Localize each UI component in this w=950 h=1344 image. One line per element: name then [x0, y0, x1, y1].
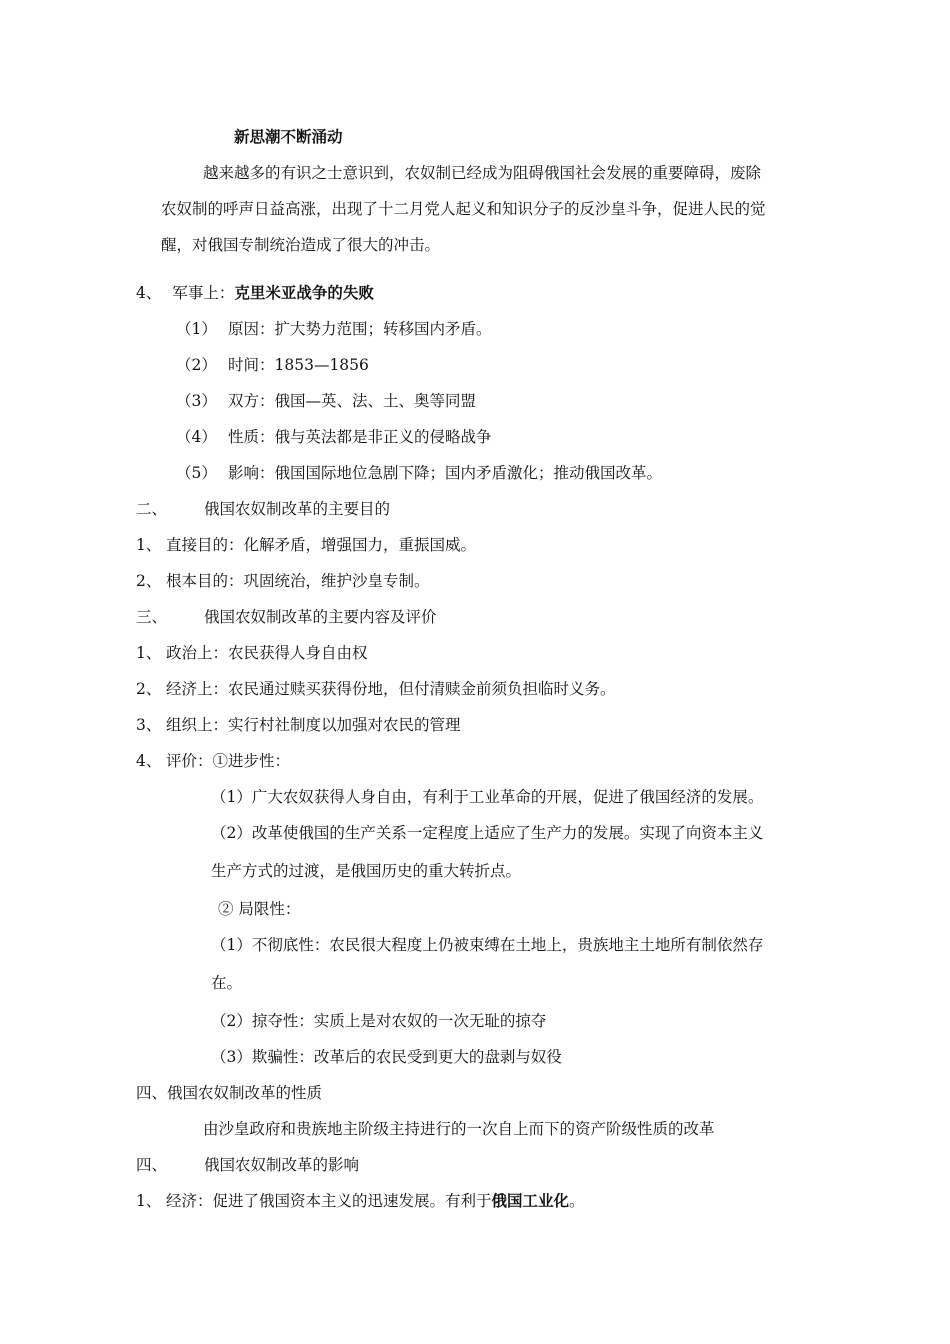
- list-item: [176, 319, 492, 339]
- item-text: 政治上：农民获得人身自由权: [166, 644, 368, 662]
- item-number: （4）: [176, 428, 217, 446]
- list-item: [136, 571, 430, 591]
- heading-new-thought: 新思潮不断涌动: [234, 127, 343, 146]
- paragraph-line: （3）欺骗性：改革后的农民受到更大的盘剥与奴役: [211, 1048, 562, 1066]
- paragraph-line: 由沙皇政府和贵族地主阶级主持进行的一次自上而下的资产阶级性质的改革: [203, 1120, 715, 1138]
- item-number: （2）: [176, 356, 217, 374]
- list-item: [176, 427, 492, 447]
- paragraph-line: （1）广大农奴获得人身自由，有利于工业革命的开展，促进了俄国经济的发展。: [211, 788, 764, 806]
- list-item: [136, 679, 616, 699]
- item-text: 时间：1853—1856: [228, 356, 369, 374]
- military-heading: [136, 283, 374, 303]
- item-bold-text: 俄国工业化: [491, 1191, 570, 1210]
- paragraph-line: 生产方式的过渡，是俄国历史的重大转折点。: [211, 862, 522, 880]
- section-number: 二、: [136, 500, 168, 518]
- section-title: 俄国农奴制改革的主要目的: [204, 500, 391, 518]
- item-number: 1、: [136, 1192, 162, 1210]
- item-number: （1）: [176, 320, 217, 338]
- paragraph-line: （2）改革使俄国的生产关系一定程度上适应了生产力的发展。实现了向资本主义: [211, 824, 764, 842]
- item-number: 1、: [136, 644, 162, 662]
- item-number: 4、: [136, 284, 162, 302]
- section-title: 俄国农奴制改革的影响: [204, 1156, 360, 1174]
- item-text: 直接目的：化解矛盾，增强国力，重振国威。: [166, 536, 477, 554]
- item-number: 4、: [136, 752, 162, 770]
- item-text: 原因：扩大势力范围；转移国内矛盾。: [228, 320, 492, 338]
- section-heading: [136, 1155, 359, 1175]
- item-text: 组织上：实行村社制度以加强对农民的管理: [166, 716, 461, 734]
- item-number: 3、: [136, 716, 162, 734]
- paragraph-line: 醒，对俄国专制统治造成了很大的冲击。: [161, 236, 441, 254]
- paragraph-line: （1）不彻底性：农民很大程度上仍被束缚在土地上，贵族地主土地所有制依然存: [211, 936, 764, 954]
- section-heading: [136, 607, 437, 627]
- paragraph-line: 农奴制的呼声日益高涨，出现了十二月党人起义和知识分子的反沙皇斗争，促进人民的觉: [161, 200, 766, 218]
- item-number: （5）: [176, 464, 217, 482]
- section-title: 俄国农奴制改革的主要内容及评价: [204, 608, 437, 626]
- list-item: [136, 751, 290, 771]
- item-text-end: 。: [569, 1192, 585, 1210]
- list-item: [176, 463, 662, 483]
- section-number: 四、: [136, 1156, 168, 1174]
- item-text: 性质：俄与英法都是非正义的侵略战争: [228, 428, 492, 446]
- list-item: [176, 355, 369, 375]
- item-number: 1、: [136, 536, 162, 554]
- list-item: [136, 535, 476, 555]
- item-number: （3）: [176, 392, 217, 410]
- item-text: 双方：俄国—英、法、土、奥等同盟: [228, 392, 477, 410]
- item-number: 2、: [136, 572, 162, 590]
- military-title: 克里米亚战争的失败: [234, 283, 374, 302]
- item-text: 影响：俄国国际地位急剧下降；国内矛盾激化；推动俄国改革。: [228, 464, 663, 482]
- paragraph-line: 在。: [211, 974, 243, 992]
- section-heading: [136, 499, 390, 519]
- item-number: 2、: [136, 680, 162, 698]
- paragraph-line: （2）掠夺性：实质上是对农奴的一次无耻的掠夺: [211, 1012, 547, 1030]
- item-text: 评价：①进步性：: [166, 752, 291, 770]
- section-heading: 四、俄国农奴制改革的性质: [136, 1084, 323, 1102]
- list-item: [136, 715, 461, 735]
- paragraph-line: 越来越多的有识之士意识到，农奴制已经成为阻碍俄国社会发展的重要障碍，废除: [203, 164, 762, 182]
- limit-heading: ② 局限性：: [218, 900, 301, 918]
- military-label: 军事上：: [172, 284, 235, 302]
- list-item: [176, 391, 476, 411]
- item-text: 经济上：农民通过赎买获得份地，但付清赎金前须负担临时义务。: [166, 680, 616, 698]
- list-item: [136, 643, 368, 663]
- item-text: 经济：促进了俄国资本主义的迅速发展。有利于: [166, 1192, 492, 1210]
- item-text: 根本目的：巩固统治，维护沙皇专制。: [166, 572, 430, 590]
- section-number: 三、: [136, 608, 168, 626]
- list-item: [136, 1191, 585, 1211]
